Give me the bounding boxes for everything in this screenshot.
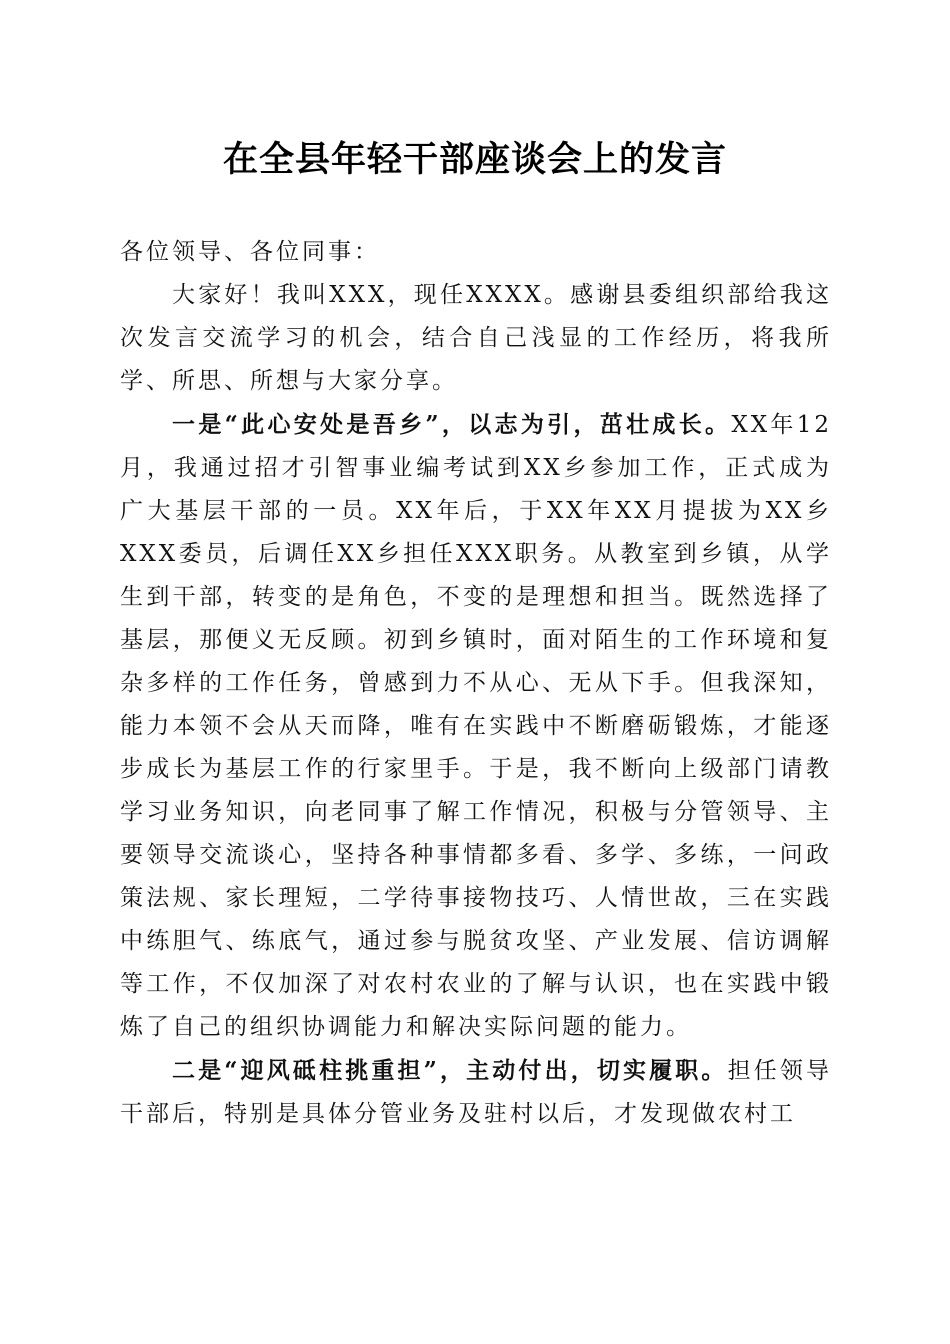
document-body	[120, 231, 832, 1136]
paragraph-lead-heading: 一是“此心安处是吾乡”，以志为引，茁壮成长。	[172, 411, 732, 438]
paragraph-text: 担任领导干部后，特别是具体分管业务及驻村以后，才发现做农村工	[120, 1058, 833, 1127]
salutation: 各位领导、各位同事：	[120, 239, 380, 265]
paragraph-point-one	[120, 403, 832, 1049]
paragraph-text: 大家好！我叫XXX，现任XXXX。感谢县委组织部给我这次发言交流学习的机会，结合自己浅显的工作经历，将我所学、所思、所想与大家分享。	[120, 282, 832, 394]
paragraph-greeting	[120, 274, 832, 403]
document-title: 在全县年轻干部座谈会上的发言	[222, 139, 727, 180]
paragraph-point-two	[120, 1049, 832, 1136]
paragraph-text: XX年12月，我通过招才引智事业编考试到XX乡参加工作，正式成为广大基层干部的一员。XX年后，于XX年XX月提拔为XX乡XXX委员，后调任XX乡担任XXX职务。从教室到乡镇，从学生到干部，转变的是角色，不变的是理想和担当。既然选择了基层，那便义无反顾。初到乡镇时，面对陌生的工作环境和复杂多样的工作任务，曾感到力不从心、无从下手。但我深知，能力本领不会从天而降，唯有在实践中不断磨砺锻炼，才能逐步成长为基层工作的行家里手。于是，我不断向上级部门请教学习业务知识，向老同事了解工作情况，积极与分管领导、主要领导交流谈心，坚持各种事情都多看、多学、多练，一问政策法规、家长理短，二学待事接物技巧、人情世故，三在实践中练胆气、练底气，通过参与脱贫攻坚、产业发展、信访调解等工作，不仅加深了对农村农业的了解与认识，也在实践中锻炼了自己的组织协调能力和解决实际问题的能力。	[120, 412, 833, 1040]
paragraph-lead-heading: 二是“迎风砥柱挑重担”，主动付出，切实履职。	[172, 1057, 728, 1084]
